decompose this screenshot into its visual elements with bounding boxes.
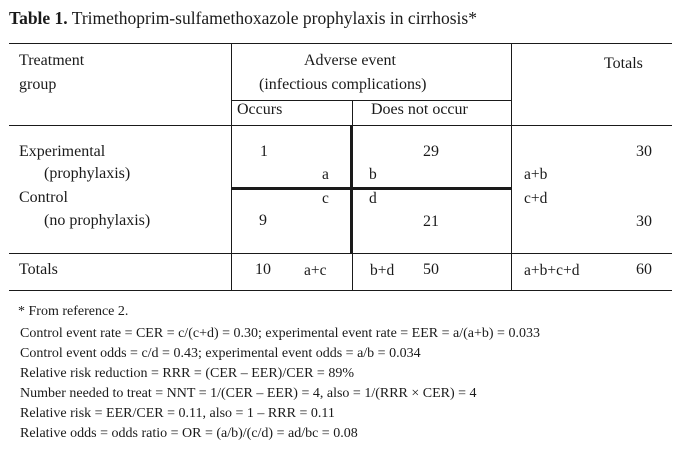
totals-occurs-value: 10: [255, 261, 271, 278]
header-treatment-group-line1: Treatment: [19, 52, 85, 69]
experimental-not-letter: b: [369, 166, 377, 183]
row-experimental-label-line1: Experimental: [19, 143, 106, 160]
header-occurs: Occurs: [237, 101, 283, 118]
totals-total-formula: a+b+c+d: [524, 262, 580, 279]
row-control-label-line2: (no prophylaxis): [44, 212, 151, 229]
left-column-divider: [231, 43, 232, 290]
header-does-not-occur: Does not occur: [371, 101, 468, 118]
header-totals: Totals: [604, 55, 643, 72]
footnote-event-odds: Control event odds = c/d = 0.43; experimental event odds = a/b = 0.034: [20, 346, 421, 361]
top-rule: [9, 43, 672, 44]
row-experimental-label-line2: (prophylaxis): [44, 165, 131, 182]
control-occurs-value: 9: [259, 212, 267, 229]
footnote-relative-risk-reduction: Relative risk reduction = RRR = (CER – EER)/CER = 89%: [20, 366, 354, 381]
table-label: Table 1.: [9, 8, 68, 28]
experimental-total-formula: a+b: [524, 166, 548, 183]
footnote-odds-ratio: Relative odds = odds ratio = OR = (a/b)/(c/d) = ad/bc = 0.08: [20, 426, 358, 441]
totals-middle-divider: [352, 253, 353, 290]
header-bottom-rule: [9, 125, 672, 126]
totals-total-value: 60: [636, 261, 652, 278]
totals-not-value: 50: [423, 261, 439, 278]
footnote-event-rates: Control event rate = CER = c/(c+d) = 0.30; experimental event rate = EER = a/(a+b) = 0.033: [20, 326, 540, 341]
control-not-value: 21: [423, 213, 439, 230]
control-not-letter: d: [369, 190, 377, 207]
control-total-formula: c+d: [524, 190, 548, 207]
table-bottom-rule: [9, 290, 672, 291]
footnote-reference: * From reference 2.: [18, 304, 129, 319]
footnote-relative-risk: Relative risk = EER/CER = 0.11, also = 1 – RRR = 0.11: [20, 406, 335, 421]
row-control-label-line1: Control: [19, 189, 68, 206]
header-treatment-group-line2: group: [19, 76, 57, 93]
experimental-occurs-letter: a: [322, 166, 329, 183]
quadrant-vertical-rule: [350, 125, 353, 253]
header-adverse-event-line1: Adverse event: [304, 52, 396, 69]
experimental-occurs-value: 1: [260, 143, 268, 160]
footnote-number-needed-to-treat: Number needed to treat = NNT = 1/(CER – EER) = 4, also = 1/(RRR × CER) = 4: [20, 386, 477, 401]
header-adverse-event-line2: (infectious complications): [259, 76, 427, 93]
totals-occurs-formula: a+c: [304, 262, 327, 279]
table-caption: Trimethoprim-sulfamethoxazole prophylaxis in cirrhosis*: [71, 8, 477, 28]
control-total-value: 30: [636, 213, 652, 230]
right-column-divider: [511, 43, 512, 290]
totals-rule: [9, 253, 672, 254]
totals-not-formula: b+d: [370, 262, 395, 279]
row-totals-label: Totals: [19, 261, 58, 278]
experimental-not-value: 29: [423, 143, 439, 160]
table-title: [9, 8, 477, 29]
experimental-total-value: 30: [636, 143, 652, 160]
occurs-divider-thin: [352, 100, 353, 125]
control-occurs-letter: c: [322, 190, 329, 207]
